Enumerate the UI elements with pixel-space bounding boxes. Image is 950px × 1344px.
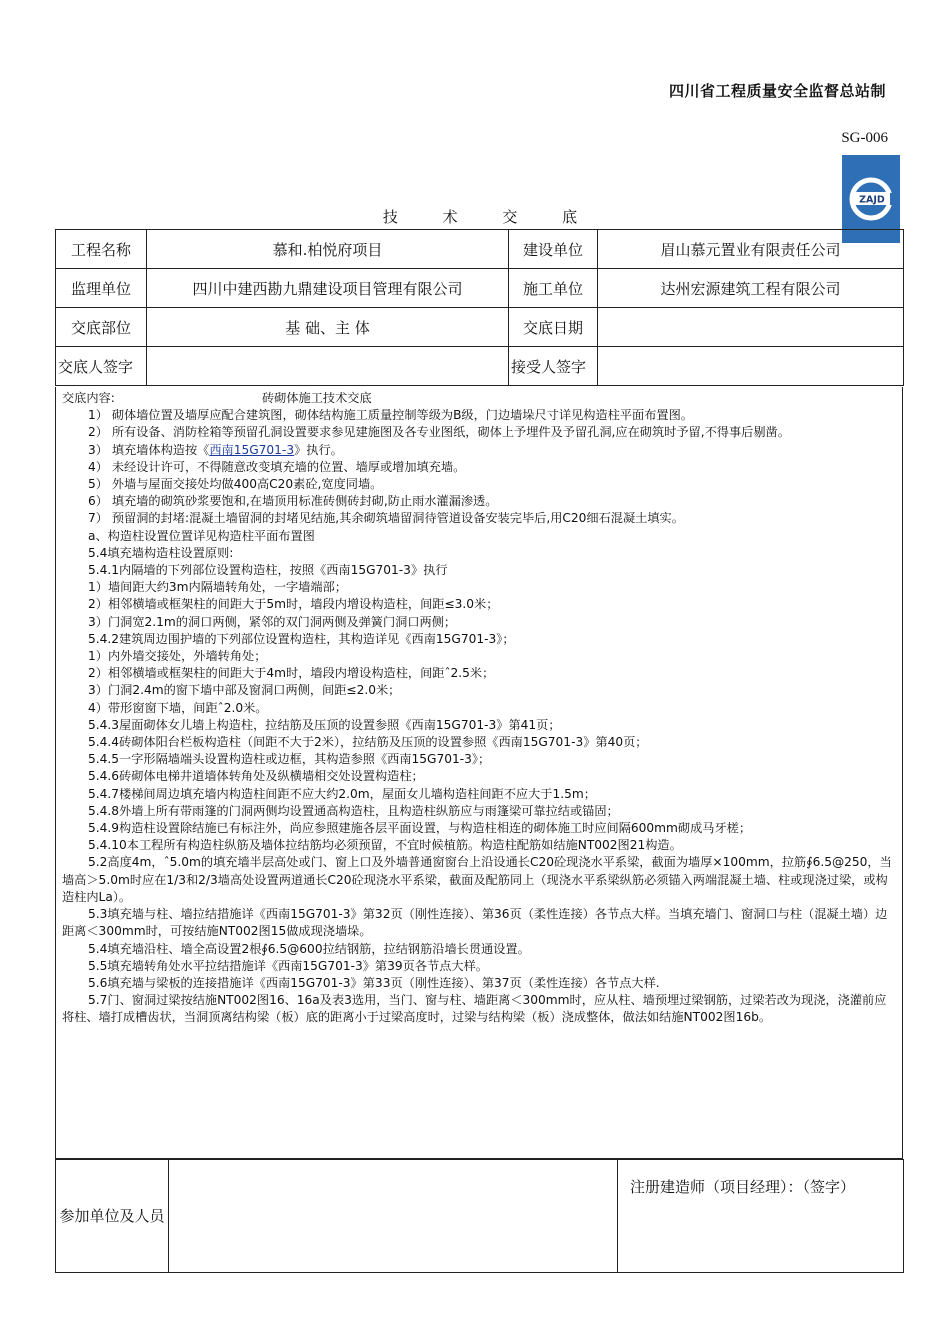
content-line: 5.4.3屋面砌体女儿墙上构造柱，拉结筋及压顶的设置参照《西南15G701-3》第41页； [88, 717, 561, 732]
content-line: 5.4.10本工程所有构造柱纵筋及墙体拉结筋均必须预留，不宜时候植筋。构造柱配筋如结施NT002图21构造。 [88, 838, 682, 853]
part-label: 交底部位 [56, 308, 147, 347]
content-line: 5.5填充墙转角处水平拉结措施详《西南15G701-3》第39页各节点大样。 [88, 958, 488, 973]
logo-text: ZAJD [859, 194, 885, 206]
builder-label: 建设单位 [509, 230, 598, 269]
project-name-value: 慕和.柏悦府项目 [147, 230, 509, 269]
info-row [56, 347, 904, 386]
contractor-value: 达州宏源建筑工程有限公司 [598, 269, 904, 308]
content-line: 2）相邻横墙或框架柱的间距大于5m时，墙段内增设构造柱，间距≤3.0米； [88, 597, 499, 612]
content-line: 2） 所有设备、消防栓箱等预留孔洞设置要求参见建施图及各专业图纸，砌体上予埋件及予留孔洞,应在砌筑时予留,不得事后剔凿。 [88, 425, 790, 440]
content-line: 5.6填充墙与梁板的连接措施详《西南15G701-3》第33页（刚性连接）、第37页（柔性连接）各节点大样. [88, 975, 660, 990]
content-line: 4）带形窗窗下墙，间距ˆ2.0米。 [88, 700, 268, 715]
giver-signature-value[interactable] [147, 347, 509, 386]
date-label: 交底日期 [509, 308, 598, 347]
content-line: 5.4.5一字形隔墙端头设置构造柱或边框，其构造参照《西南15G701-3》； [88, 752, 491, 767]
content-line: 6） 填充墙的砌筑砂浆要饱和,在墙顶用标准砖侧砖封砌,防止雨水灌漏渗透。 [88, 494, 498, 509]
supervisor-value: 四川中建西勘九鼎建设项目管理有限公司 [147, 269, 509, 308]
issuing-org: 四川省工程质量安全监督总站制 [668, 82, 886, 100]
part-value: 基 础、主 体 [147, 308, 509, 347]
date-value[interactable] [598, 308, 904, 347]
content-label: 交底内容: [62, 391, 115, 405]
info-table [55, 229, 904, 386]
content-line: 5.4填充墙构造柱设置原则: [88, 545, 234, 560]
content-line: 5.4.9构造柱设置除结施已有标注外，尚应参照建施各层平面设置，与构造柱相连的砌体施工时应间隔600mm砌成马牙槎； [88, 821, 752, 836]
form-code: SG-006 [841, 130, 888, 146]
content-line: 5.4.4砖砌体阳台栏板构造柱（间距不大于2米），拉结筋及压顶的设置参照《西南15G701-3》第40页； [88, 735, 648, 750]
participants-value[interactable] [169, 1160, 618, 1273]
content-line: 5.4.6砖砌体电梯井道墙体转角处及纵横墙相交处设置构造柱； [88, 769, 424, 784]
content-line: 3）门洞2.4m的窗下墙中部及窗洞口两侧，间距≤2.0米； [88, 683, 401, 698]
content-line: 2）相邻横墙或框架柱的间距大于4m时，墙段内增设构造柱，间距ˆ2.5米； [88, 666, 495, 681]
info-row [56, 308, 904, 347]
info-row [56, 269, 904, 308]
content-line-part: 3） 填充墙体构造按《 [88, 442, 210, 457]
content-line: 5.4.2建筑周边围护墙的下列部位设置构造柱，其构造详见《西南15G701-3》； [88, 631, 515, 646]
content-box [55, 387, 903, 1159]
content-line: 1） 砌体墙位置及墙厚应配合建筑图，砌体结构施工质量控制等级为B级，门边墙垛尺寸详见构造柱平面布置图。 [88, 408, 693, 423]
contractor-label: 施工单位 [509, 269, 598, 308]
info-row [56, 230, 904, 269]
engineer-signature-label[interactable]: 注册建造师（项目经理）：（签字） [618, 1160, 904, 1273]
content-heading [62, 390, 896, 407]
content-line: 5.4填充墙沿柱、墙全高设置2根∮6.5@600拉结钢筋，拉结钢筋沿墙长贯通设置。 [88, 941, 530, 956]
receiver-signature-label: 接受人签字 [509, 347, 598, 386]
content-line: 3）门洞宽2.1m的洞口两侧，紧邻的双门洞两侧及弹簧门洞口两侧； [88, 614, 457, 629]
content-line: a、构造柱设置位置详见构造柱平面布置图 [88, 528, 315, 543]
content-line: 1）墙间距大约3m内隔墙转角处，一字墙端部； [88, 580, 347, 595]
document-title: 技 术 交 底 [382, 208, 598, 226]
content-line: 1）内外墙交接处，外墙转角处； [88, 649, 267, 664]
footer-table [55, 1159, 904, 1273]
content-line: 5.7门、窗洞过梁按结施NT002图16、16a及表3选用，当门、窗与柱、墙距离＜300mm时，应从柱、墙预埋过梁钢筋，过梁若改为现浇，浇灌前应将柱、墙打成槽齿状，当洞顶离结构梁（板）底的距离小于过梁高度时，过梁与结构梁（板）浇成整体，做法如结施NT002图16b。 [62, 993, 887, 1025]
content-line: 5.3填充墙与柱、墙拉结措施详《西南15G701-3》第32页（刚性连接）、第36页（柔性连接）各节点大样。当填充墙门、窗洞口与柱（混凝土墙）边距离＜300mm时，可按结施NT002图15做成现浇墙垛。 [62, 907, 888, 939]
content-line: 5） 外墙与屋面交接处均做400高C20素砼,宽度同墙。 [88, 477, 383, 492]
content-line: 5.4.8外墙上所有带雨篷的门洞两侧均设置通高构造柱，且构造柱纵筋应与雨篷梁可靠拉结或锚固； [88, 803, 619, 818]
footer-row [56, 1160, 904, 1273]
content-line-part: 》执行。 [294, 442, 343, 457]
content-line: 4） 未经设计许可，不得随意改变填充墙的位置、墙厚或增加填充墙。 [88, 459, 466, 474]
supervisor-label: 监理单位 [56, 269, 147, 308]
content-line: 7） 预留洞的封堵:混凝土墙留洞的封堵见结施,其余砌筑墙留洞待管道设备安装完毕后,用C20细石混凝土填实。 [88, 511, 684, 526]
giver-signature-label: 交底人签字 [56, 347, 147, 386]
standard-link[interactable]: 西南15G701-3 [209, 442, 295, 457]
content-line: 5.2高度4m，ˆ5.0m的填充墙半层高处或门、窗上口及外墙普通窗窗台上沿设通长C20砼现浇水平系梁，截面为墙厚×100mm，拉筋∮6.5@250，当墙高＞5.0m时应在1/3和2/3墙高处设置两道通长C20砼现浇水平系梁，截面及配筋同上（现浇水平系梁纵筋必须锚入两端混凝土墙、柱或现浇过梁，或构造柱内La）。 [62, 855, 892, 904]
receiver-signature-value[interactable] [598, 347, 904, 386]
builder-value: 眉山慕元置业有限责任公司 [598, 230, 904, 269]
content-line: 5.4.1内隔墙的下列部位设置构造柱，按照《西南15G701-3》执行 [88, 563, 448, 578]
content-line: 5.4.7楼梯间周边填充墙内构造柱间距不应大约2.0m，屋面女儿墙构造柱间距不应大于1.5m； [88, 786, 596, 801]
participants-label: 参加单位及人员 [56, 1160, 169, 1273]
content-title: 砖砌体施工技术交底 [262, 391, 372, 405]
content-line [62, 442, 896, 459]
project-name-label: 工程名称 [56, 230, 147, 269]
